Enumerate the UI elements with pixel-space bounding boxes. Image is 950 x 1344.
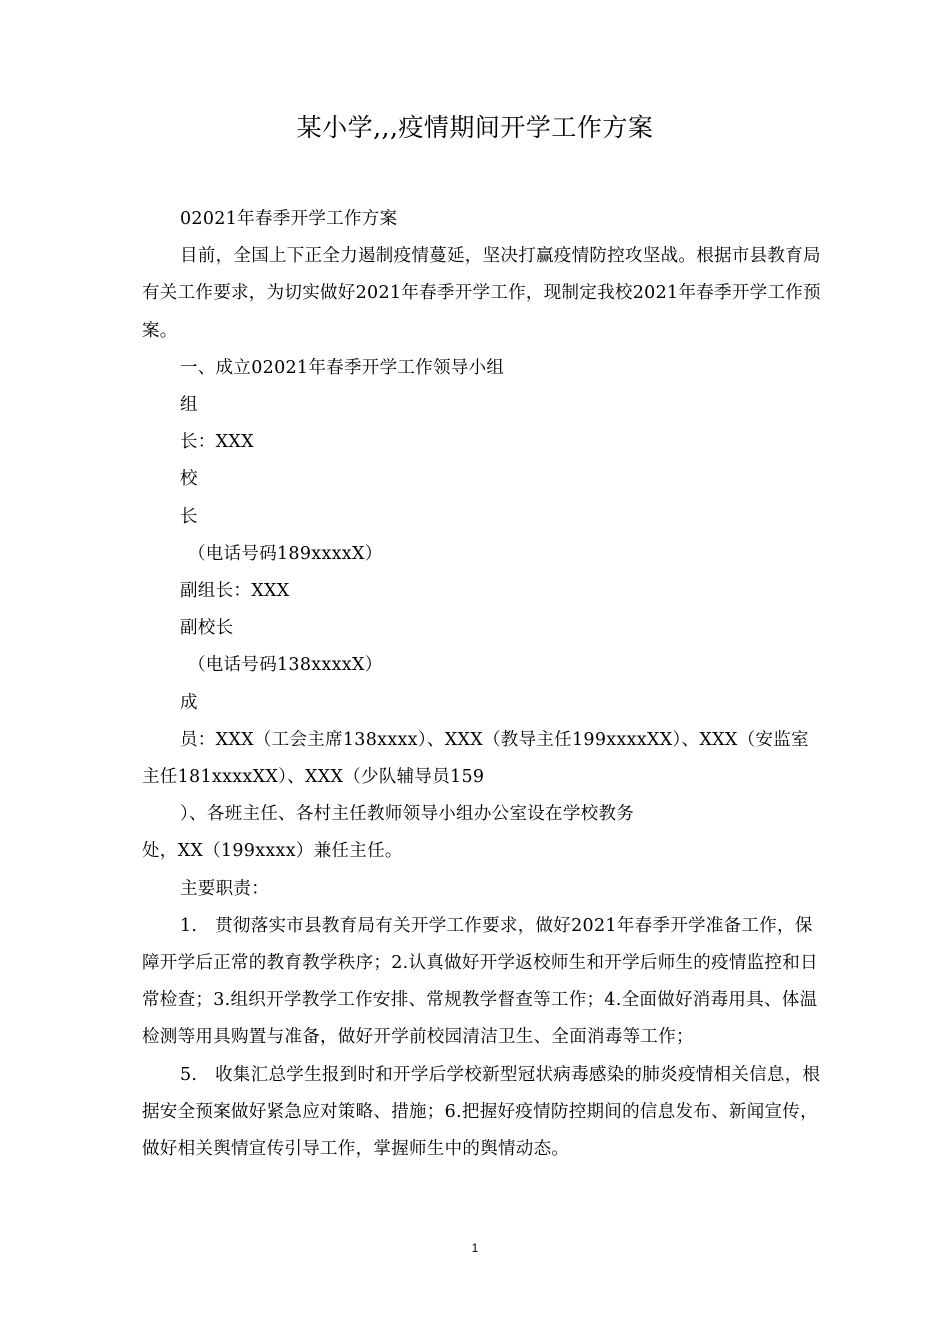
paragraph-deputy-principal: 副校长 [180, 618, 234, 639]
paragraph-leader-label-2: 长：XXX [180, 432, 254, 453]
paragraph-office-location: 处，XX（199xxxx）兼任主任。 [142, 841, 403, 862]
document-body [142, 201, 822, 1168]
paragraph-section-one-heading: 一、成立02021年春季开学工作领导小组 [180, 357, 505, 378]
paragraph-principal-label-1: 校 [180, 469, 198, 490]
paragraph-plan-heading: 02021年春季开学工作方案 [180, 209, 398, 229]
paragraph-members-label: 成 [180, 692, 198, 713]
paragraph-principal-label-2: 长 [180, 506, 198, 527]
document-title: 某小学,,,疫情期间开学工作方案 [296, 113, 654, 142]
page-number: 1 [471, 1241, 479, 1255]
paragraph-deputy-phone: （电话号码138xxxxX） [188, 655, 383, 676]
paragraph-duties-5-6: 5. 收集汇总学生报到时和开学后学校新型冠状病毒感染的肺炎疫情相关信息，根据安全预案做好紧急应对策略、措施；6.把握好疫情防控期间的信息发布、新闻宣传，做好相关舆情宣传引导工作，掌握师生中的舆情动态。 [142, 1064, 821, 1160]
paragraph-duties-1-4: 1. 贯彻落实市县教育局有关开学工作要求，做好2021年春季开学准备工作，保障开学后正常的教育教学秩序；2.认真做好开学返校师生和开学后师生的疫情监控和日常检查；3.组织开学教学工作安排、常规教学督查等工作；4.全面做好消毒用具、体温检测等用具购置与准备，做好开学前校园清洁卫生、全面消毒等工作； [142, 915, 818, 1048]
paragraph-deputy-leader: 副组长：XXX [180, 581, 290, 602]
paragraph-leader-label-1: 组 [180, 395, 198, 416]
paragraph-members-continued: ）、各班主任、各村主任教师领导小组办公室设在学校教务 [180, 804, 635, 825]
paragraph-intro: 目前，全国上下正全力遏制疫情蔓延，坚决打赢疫情防控攻坚战。根据市县教育局有关工作要求，为切实做好2021年春季开学工作，现制定我校2021年春季开学工作预案。 [142, 246, 821, 341]
paragraph-principal-phone: （电话号码189xxxxX） [188, 543, 383, 564]
paragraph-duties-heading: 主要职责： [180, 878, 269, 899]
paragraph-members-list: 员：XXX（工会主席138xxxx）、XXX（教导主任199xxxxXX）、XXX（安监室主任181xxxxXX）、XXX（少队辅导员159 [142, 729, 809, 788]
